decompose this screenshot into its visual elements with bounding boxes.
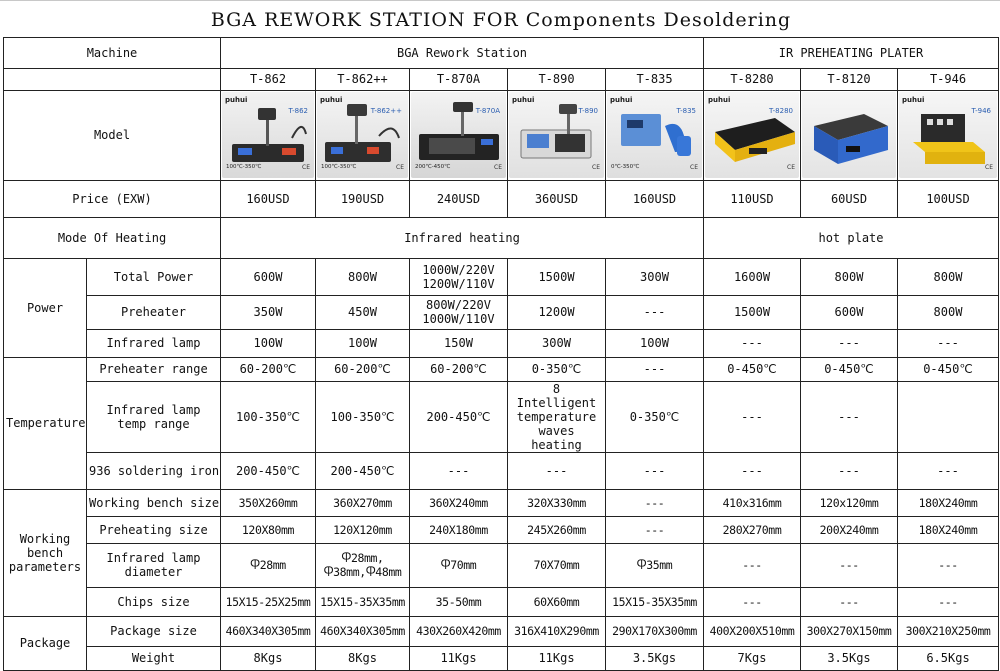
cell-value: 8Kgs xyxy=(221,646,316,670)
photo-brand: puhui xyxy=(610,96,633,104)
row-label: Total Power xyxy=(87,258,221,295)
product-photo-t870a xyxy=(411,92,506,178)
cell-value: 3.5Kgs xyxy=(801,646,898,670)
photo-model: T-890 xyxy=(578,107,598,115)
cell-value: 60-200℃ xyxy=(316,357,410,381)
model-name: T-8120 xyxy=(801,68,898,90)
cell-value: --- xyxy=(898,587,999,616)
ce-mark-icon: CE xyxy=(396,164,404,171)
ce-mark-icon: CE xyxy=(494,164,502,171)
photo-model: T-8280 xyxy=(769,107,793,115)
model-number-row xyxy=(4,68,999,90)
cell-value: 150W xyxy=(410,329,508,357)
cell-value: 8 Intelligent temperature waves heating xyxy=(508,381,606,452)
row-label: Working bench size xyxy=(87,489,221,516)
weight-row xyxy=(4,646,999,670)
cell-value: --- xyxy=(801,543,898,587)
cell-value: 800W xyxy=(898,295,999,329)
cell-value: --- xyxy=(606,295,704,329)
photo-brand: puhui xyxy=(902,96,925,104)
cell-value: 120x120mm xyxy=(801,489,898,516)
cell-value: 800W xyxy=(898,258,999,295)
cell-value: Ⴔ70mm xyxy=(410,543,508,587)
product-photo-t890 xyxy=(509,92,604,178)
cell-value: 160USD xyxy=(606,180,704,217)
photo-cell xyxy=(801,90,898,180)
product-photo-t946 xyxy=(899,92,997,178)
cell-value: 35-50mm xyxy=(410,587,508,616)
photo-model: T-870A xyxy=(475,107,500,115)
heating-mode-ir: hot plate xyxy=(704,217,999,258)
cell-value: 300W xyxy=(606,258,704,295)
photo-cell xyxy=(316,90,410,180)
row-label: Infrared lamp xyxy=(87,329,221,357)
group-bga-rework: BGA Rework Station xyxy=(221,37,704,68)
photo-range: 100℃-350℃ xyxy=(226,164,262,170)
cell-value: 240X180mm xyxy=(410,516,508,543)
photo-brand: puhui xyxy=(708,96,731,104)
preheating-plate-illustration xyxy=(802,92,897,178)
photo-brand: puhui xyxy=(512,96,535,104)
cell-value: 15X15-35X35mm xyxy=(606,587,704,616)
cell-value: 0-450℃ xyxy=(801,357,898,381)
cell-value: 290X170X300mm xyxy=(606,616,704,646)
cell-value: --- xyxy=(801,381,898,452)
cell-value: --- xyxy=(801,329,898,357)
ce-mark-icon: CE xyxy=(592,164,600,171)
lamp-diameter-row xyxy=(4,543,999,587)
model-row-label: Model xyxy=(4,90,221,180)
cell-value: 11Kgs xyxy=(508,646,606,670)
cell-value: --- xyxy=(704,329,801,357)
cell-value: 60USD xyxy=(801,180,898,217)
cell-value: Ⴔ28mm, Ⴔ38mm,Ⴔ48mm xyxy=(316,543,410,587)
cell-value: 320X330mm xyxy=(508,489,606,516)
cell-value: 110USD xyxy=(704,180,801,217)
cell-value: 100USD xyxy=(898,180,999,217)
photo-model: T-835 xyxy=(676,107,696,115)
preheater-range-row xyxy=(4,357,999,381)
cell-value: 160USD xyxy=(221,180,316,217)
photo-cell xyxy=(606,90,704,180)
ce-mark-icon: CE xyxy=(787,164,795,171)
cell-value: 300W xyxy=(508,329,606,357)
row-label: Preheater xyxy=(87,295,221,329)
total-power-row xyxy=(4,258,999,295)
cell-value: --- xyxy=(704,543,801,587)
photo-cell xyxy=(704,90,801,180)
photo-cell xyxy=(410,90,508,180)
group-label: Temperature xyxy=(4,357,87,489)
row-label: Preheater range xyxy=(87,357,221,381)
cell-value: 1500W xyxy=(704,295,801,329)
cell-value: 1200W xyxy=(508,295,606,329)
cell-value: 200-450℃ xyxy=(410,381,508,452)
cell-value: 100-350℃ xyxy=(316,381,410,452)
ce-mark-icon: CE xyxy=(985,164,994,171)
cell-value: Ⴔ28mm xyxy=(221,543,316,587)
cell-value: 15X15-25X25mm xyxy=(221,587,316,616)
spec-table xyxy=(3,4,999,671)
cell-value: --- xyxy=(801,587,898,616)
cell-value: 7Kgs xyxy=(704,646,801,670)
preheater-power-row xyxy=(4,295,999,329)
cell-value xyxy=(898,381,999,452)
cell-value: 240USD xyxy=(410,180,508,217)
row-label: Package size xyxy=(87,616,221,646)
photo-range: 200℃-450℃ xyxy=(415,164,451,170)
cell-value: 120X120mm xyxy=(316,516,410,543)
cell-value: 200-450℃ xyxy=(316,452,410,489)
row-label: Preheating size xyxy=(87,516,221,543)
package-size-row xyxy=(4,616,999,646)
cell-value: --- xyxy=(898,329,999,357)
cell-value: 800W/220V 1000W/110V xyxy=(410,295,508,329)
cell-value: 100W xyxy=(221,329,316,357)
cell-value: 180X240mm xyxy=(898,489,999,516)
cell-value: 430X260X420mm xyxy=(410,616,508,646)
cell-value: 70X70mm xyxy=(508,543,606,587)
cell-value: --- xyxy=(898,543,999,587)
cell-value: 8Kgs xyxy=(316,646,410,670)
photo-range: 100℃-350℃ xyxy=(321,164,357,170)
cell-value: --- xyxy=(704,452,801,489)
group-ir-preheating: IR PREHEATING PLATER xyxy=(704,37,999,68)
cell-value: --- xyxy=(606,516,704,543)
cell-value: 100W xyxy=(606,329,704,357)
photo-brand: puhui xyxy=(320,96,343,104)
cell-value: --- xyxy=(898,452,999,489)
cell-value: 316X410X290mm xyxy=(508,616,606,646)
product-photo-t862 xyxy=(222,92,314,178)
cell-value: 245X260mm xyxy=(508,516,606,543)
cell-value: --- xyxy=(801,452,898,489)
cell-value: --- xyxy=(606,489,704,516)
product-photo-t8120 xyxy=(802,92,896,178)
product-photo-t862pp xyxy=(317,92,408,178)
cell-value: 350W xyxy=(221,295,316,329)
cell-value: 1600W xyxy=(704,258,801,295)
cell-value: 410x316mm xyxy=(704,489,801,516)
cell-value: --- xyxy=(606,357,704,381)
model-name: T-870A xyxy=(410,68,508,90)
model-photo-row xyxy=(4,90,999,180)
row-label: Mode Of Heating xyxy=(4,217,221,258)
machine-label: Machine xyxy=(4,37,221,68)
row-label: Weight xyxy=(87,646,221,670)
model-name: T-862++ xyxy=(316,68,410,90)
model-number-header-blank xyxy=(4,68,221,90)
row-label: Price (EXW) xyxy=(4,180,221,217)
model-name: T-862 xyxy=(221,68,316,90)
photo-model: T-862++ xyxy=(370,107,402,115)
cell-value: 360X240mm xyxy=(410,489,508,516)
cell-value: --- xyxy=(606,452,704,489)
photo-brand: puhui xyxy=(225,96,248,104)
model-name: T-8280 xyxy=(704,68,801,90)
photo-model: T-862 xyxy=(288,107,308,115)
cell-value: 60-200℃ xyxy=(221,357,316,381)
infrared-lamp-row xyxy=(4,329,999,357)
model-name: T-835 xyxy=(606,68,704,90)
cell-value: 100W xyxy=(316,329,410,357)
lamp-temp-range-row xyxy=(4,381,999,452)
product-photo-t8280 xyxy=(705,92,799,178)
price-row xyxy=(4,180,999,217)
photo-cell xyxy=(898,90,999,180)
ce-mark-icon: CE xyxy=(302,164,310,171)
row-label: Infrared lamp temp range xyxy=(87,381,221,452)
heating-row xyxy=(4,217,999,258)
cell-value: 450W xyxy=(316,295,410,329)
cell-value: Ⴔ35mm xyxy=(606,543,704,587)
cell-value: 350X260mm xyxy=(221,489,316,516)
cell-value: --- xyxy=(508,452,606,489)
cell-value: 1000W/220V 1200W/110V xyxy=(410,258,508,295)
product-photo-t835 xyxy=(607,92,702,178)
cell-value: --- xyxy=(704,381,801,452)
preheating-size-row xyxy=(4,516,999,543)
group-label: Power xyxy=(4,258,87,357)
cell-value: 6.5Kgs xyxy=(898,646,999,670)
chips-size-row xyxy=(4,587,999,616)
cell-value: 100-350℃ xyxy=(221,381,316,452)
cell-value: 400X200X510mm xyxy=(704,616,801,646)
row-label: Chips size xyxy=(87,587,221,616)
cell-value: 300X210X250mm xyxy=(898,616,999,646)
cell-value: 460X340X305mm xyxy=(221,616,316,646)
row-label: 936 soldering iron xyxy=(87,452,221,489)
photo-cell xyxy=(221,90,316,180)
cell-value: 15X15-35X35mm xyxy=(316,587,410,616)
cell-value: 600W xyxy=(221,258,316,295)
cell-value: 0-350℃ xyxy=(508,357,606,381)
cell-value: 190USD xyxy=(316,180,410,217)
cell-value: 300X270X150mm xyxy=(801,616,898,646)
group-label: Working bench parameters xyxy=(4,489,87,616)
cell-value: 200-450℃ xyxy=(221,452,316,489)
cell-value: 0-350℃ xyxy=(606,381,704,452)
cell-value: 0-450℃ xyxy=(898,357,999,381)
cell-value: 360X270mm xyxy=(316,489,410,516)
photo-range: 0℃-350℃ xyxy=(611,164,640,170)
cell-value: 60X60mm xyxy=(508,587,606,616)
cell-value: 800W xyxy=(316,258,410,295)
soldering-iron-row xyxy=(4,452,999,489)
cell-value: 800W xyxy=(801,258,898,295)
heating-mode-bga: Infrared heating xyxy=(221,217,704,258)
cell-value: 460X340X305mm xyxy=(316,616,410,646)
cell-value: --- xyxy=(704,587,801,616)
cell-value: 0-450℃ xyxy=(704,357,801,381)
model-name: T-946 xyxy=(898,68,999,90)
group-label: Package xyxy=(4,616,87,670)
ce-mark-icon: CE xyxy=(690,164,698,171)
cell-value: 360USD xyxy=(508,180,606,217)
bench-size-row xyxy=(4,489,999,516)
cell-value: --- xyxy=(410,452,508,489)
photo-cell xyxy=(508,90,606,180)
cell-value: 3.5Kgs xyxy=(606,646,704,670)
cell-value: 280X270mm xyxy=(704,516,801,543)
cell-value: 180X240mm xyxy=(898,516,999,543)
cell-value: 11Kgs xyxy=(410,646,508,670)
model-name: T-890 xyxy=(508,68,606,90)
cell-value: 600W xyxy=(801,295,898,329)
cell-value: 60-200℃ xyxy=(410,357,508,381)
cell-value: 1500W xyxy=(508,258,606,295)
row-label: Infrared lamp diameter xyxy=(87,543,221,587)
page-title: BGA REWORK STATION FOR Components Desoldering xyxy=(4,4,999,37)
photo-model: T-946 xyxy=(971,107,992,115)
cell-value: 200X240mm xyxy=(801,516,898,543)
cell-value: 120X80mm xyxy=(221,516,316,543)
